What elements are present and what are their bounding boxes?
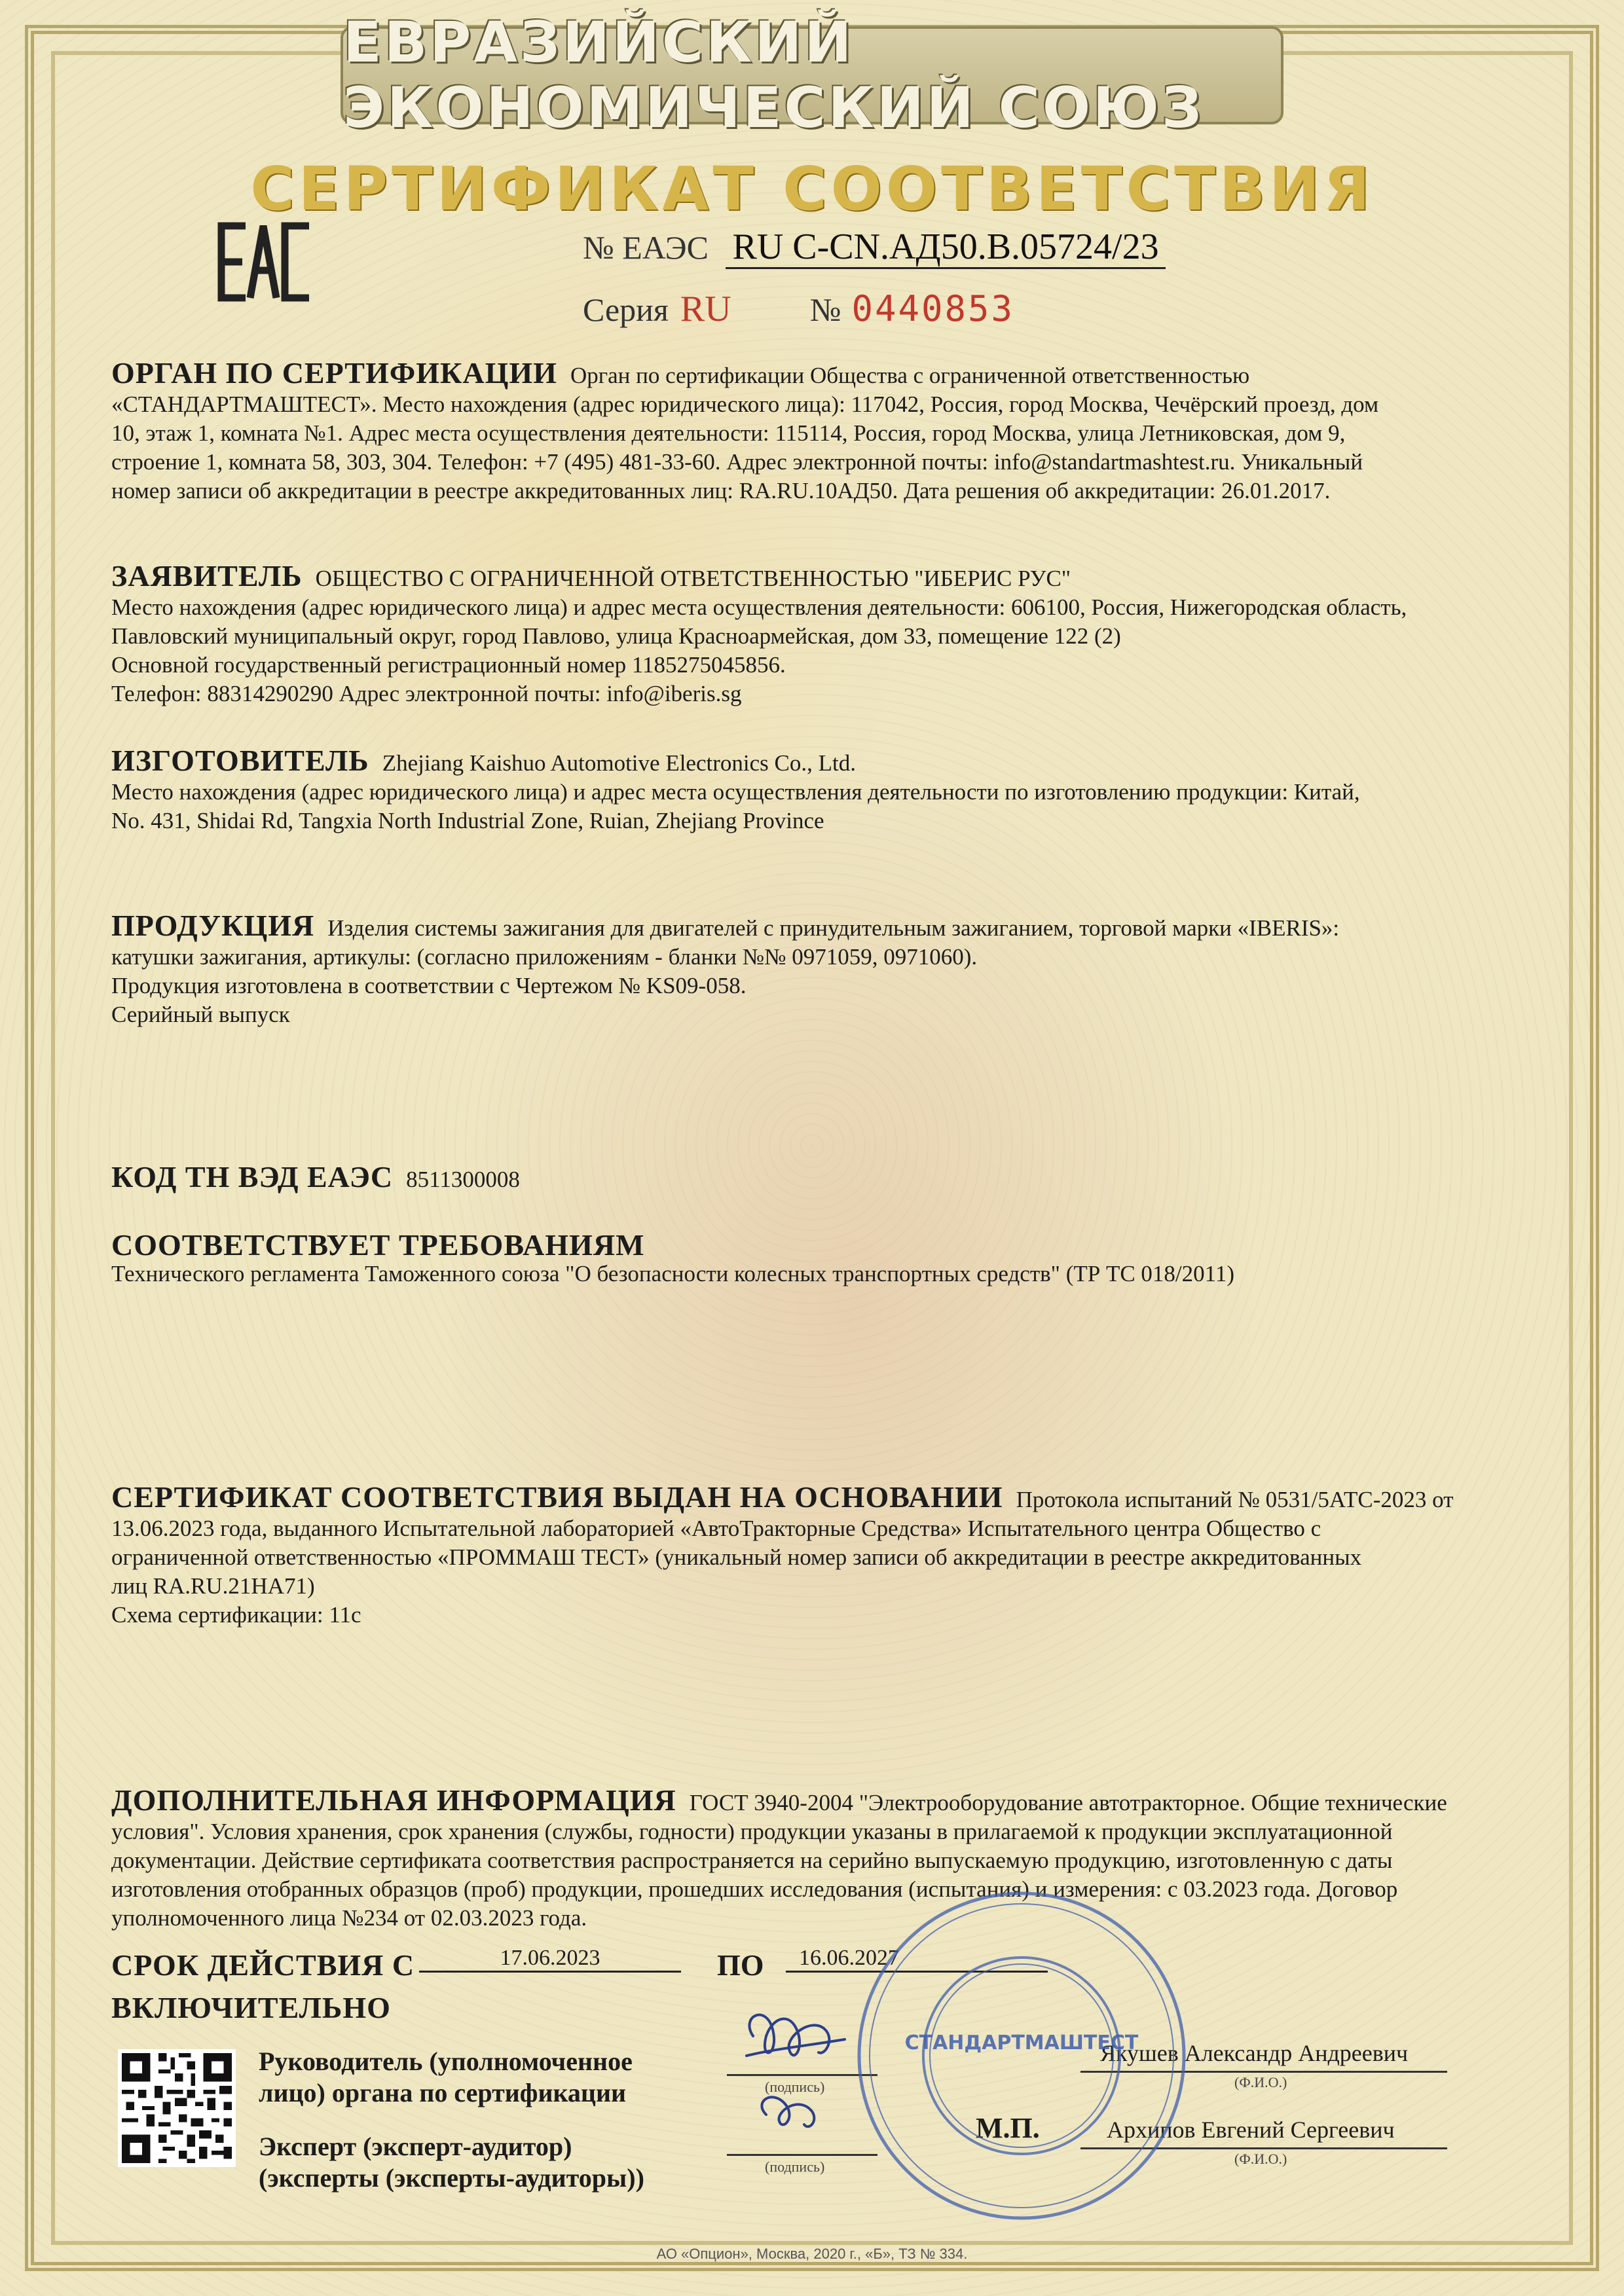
section-text: Схема сертификации: 11с — [111, 1602, 361, 1628]
expert-signatory-label — [259, 2131, 644, 2194]
head-label-line: лицо) органа по сертификации — [259, 2078, 627, 2107]
head-signatory-label — [259, 2046, 633, 2109]
section-conforms — [111, 1228, 1513, 1288]
blank-number-label: № — [809, 291, 841, 328]
section-text: документации. Действие сертификата соответствия распространяется на серийно выпускаемую продукцию, изготовленную с даты — [111, 1848, 1393, 1873]
section-text: Место нахождения (адрес юридического лица) и адрес места осуществления деятельности по изготовлению продукции: Китай, — [111, 779, 1360, 805]
section-title: ЗАЯВИТЕЛЬ — [111, 559, 303, 592]
section-text: Изделия системы зажигания для двигателей с принудительным зажиганием, торговой марки «IBERIS»: — [327, 915, 1340, 941]
section-text: Павловский муниципальный округ, город Павлово, улица Красноармейская, дом 33, помещение 122 (2) — [111, 623, 1121, 649]
validity-inclusive-label: ВКЛЮЧИТЕЛЬНО — [111, 1991, 391, 2024]
section-text: ограниченной ответственностью «ПРОММАШ ТЕСТ» (уникальный номер записи об аккредитации в реестре аккредитованных — [111, 1544, 1362, 1570]
section-text: Протокола испытаний № 0531/5АТС-2023 от — [1016, 1487, 1454, 1512]
expert-label-line: (эксперты (эксперты-аудиторы)) — [259, 2163, 644, 2193]
section-text: 13.06.2023 года, выданного Испытательной лабораторией «АвтоТракторные Средства» Испытательного центра Общество с — [111, 1516, 1321, 1541]
section-additional-info — [111, 1783, 1513, 1933]
section-applicant — [111, 559, 1513, 708]
section-text: 10, этаж 1, комната №1. Адрес места осуществления деятельности: 115114, Россия, город Москва, улица Летниковская, дом 9, — [111, 420, 1346, 446]
section-text: No. 431, Shidai Rd, Tangxia North Industrial Zone, Ruian, Zhejiang Province — [111, 808, 824, 833]
head-signature-caption: (подпись) — [765, 2079, 825, 2095]
series-value: RU — [680, 289, 731, 329]
registration-number-row — [583, 226, 1166, 268]
section-text: «СТАНДАРТМАШТЕСТ». Место нахождения (адрес юридического лица): 117042, Россия, город Москва, Чечёрский проезд, дом — [111, 392, 1379, 417]
expert-signature-caption: (подпись) — [765, 2159, 825, 2175]
section-title: ПРОДУКЦИЯ — [111, 909, 315, 942]
stamp-text: СТАНДАРТМАШТЕСТ — [904, 2032, 1139, 2054]
printer-imprint: АО «Опцион», Москва, 2020 г., «Б», ТЗ № 334. — [656, 2246, 968, 2262]
section-basis — [111, 1480, 1513, 1630]
qr-code-icon — [118, 2049, 236, 2167]
section-title: СООТВЕТСТВУЕТ ТРЕБОВАНИЯМ — [111, 1228, 645, 1262]
section-product — [111, 911, 1513, 1029]
eac-logo-icon — [216, 213, 314, 311]
registration-label: № ЕАЭС — [583, 229, 709, 266]
section-text: ГОСТ 3940-2004 "Электрооборудование автотракторное. Общие технические — [689, 1790, 1447, 1815]
section-text: Zhejiang Kaishuo Automotive Electronics Co., Ltd. — [382, 750, 856, 776]
registration-number: RU C-CN.АД50.В.05724/23 — [726, 227, 1165, 269]
series-row — [583, 288, 1014, 330]
section-title: СЕРТИФИКАТ СООТВЕТСТВИЯ ВЫДАН НА ОСНОВАНИИ — [111, 1480, 1003, 1514]
section-title: ИЗГОТОВИТЕЛЬ — [111, 744, 369, 777]
validity-date-from: 17.06.2023 — [419, 1946, 681, 1973]
expert-label-line: Эксперт (эксперт-аудитор) — [259, 2132, 572, 2161]
section-text: ОБЩЕСТВО С ОГРАНИЧЕННОЙ ОТВЕТСТВЕННОСТЬЮ "ИБЕРИС РУС" — [315, 566, 1071, 591]
certification-stamp-icon — [851, 1886, 1192, 2226]
seal-place-label: М.П. — [976, 2112, 1040, 2144]
section-tnved-code — [111, 1160, 1513, 1194]
section-text: Серийный выпуск — [111, 1002, 290, 1027]
section-text: уполномоченного лица №234 от 02.03.2023 года. — [111, 1905, 587, 1931]
validity-start-label: СРОК ДЕЙСТВИЯ С — [111, 1948, 415, 1982]
section-manufacturer — [111, 746, 1513, 835]
section-text: Орган по сертификации Общества с ограниченной ответственностью — [570, 363, 1250, 388]
section-text: изготовления отобранных образцов (проб) продукции, прошедших исследования (испытания) и измерения: с 03.2023 года. Договор — [111, 1876, 1398, 1902]
head-fio-caption: (Ф.И.О.) — [1234, 2074, 1287, 2090]
section-text: лиц RA.RU.21НА71) — [111, 1573, 315, 1599]
validity-to-label: ПО — [717, 1948, 764, 1982]
union-banner — [341, 10, 1283, 141]
tnved-code: 8511300008 — [406, 1167, 520, 1192]
section-text: номер записи об аккредитации в реестре аккредитованных лиц: RA.RU.10АД50. Дата решения об аккредитации: 26.01.2017. — [111, 478, 1331, 503]
head-label-line: Руководитель (уполномоченное — [259, 2047, 633, 2076]
section-text: строение 1, комната 58, 303, 304. Телефон: +7 (495) 481-33-60. Адрес электронной почты: info@standartmashtest.ru. Уникальный — [111, 449, 1363, 475]
validity-date-to: 16.06.2027 — [786, 1946, 1048, 1973]
section-title: ОРГАН ПО СЕРТИФИКАЦИИ — [111, 356, 557, 390]
series-label: Серия — [583, 291, 669, 328]
expert-name: Архипов Евгений Сергеевич — [1107, 2117, 1395, 2143]
section-text: Продукция изготовлена в соответствии с Чертежом № KS09-058. — [111, 973, 747, 998]
section-title: КОД ТН ВЭД ЕАЭС — [111, 1160, 394, 1194]
handwritten-signature-icon — [727, 1990, 871, 2174]
head-name: Якушев Александр Андреевич — [1100, 2040, 1409, 2066]
union-title: ЕВРАЗИЙСКИЙ ЭКОНОМИЧЕСКИЙ СОЮЗ — [343, 10, 1204, 141]
certificate-title: СЕРТИФИКАТ СООТВЕТСТВИЯ — [250, 154, 1374, 224]
section-text: Телефон: 88314290290 Адрес электронной почты: info@iberis.sg — [111, 681, 742, 706]
blank-number: 0440853 — [851, 288, 1015, 329]
section-text: условия". Условия хранения, срок хранения (службы, годности) продукции указаны в прилагаемой к продукции эксплуатационной — [111, 1819, 1393, 1844]
section-title: ДОПОЛНИТЕЛЬНАЯ ИНФОРМАЦИЯ — [111, 1783, 676, 1817]
section-text: Основной государственный регистрационный номер 1185275045856. — [111, 652, 786, 678]
section-certification-body — [111, 356, 1513, 505]
expert-fio-caption: (Ф.И.О.) — [1234, 2151, 1287, 2167]
section-text: катушки зажигания, артикулы: (согласно приложениям - бланки №№ 0971059, 0971060). — [111, 944, 978, 970]
section-text: Место нахождения (адрес юридического лица) и адрес места осуществления деятельности: 606100, Россия, Нижегородская область, — [111, 594, 1407, 620]
section-text: Технического регламента Таможенного союза "О безопасности колесных транспортных средств" (ТР ТС 018/2011) — [111, 1261, 1234, 1286]
